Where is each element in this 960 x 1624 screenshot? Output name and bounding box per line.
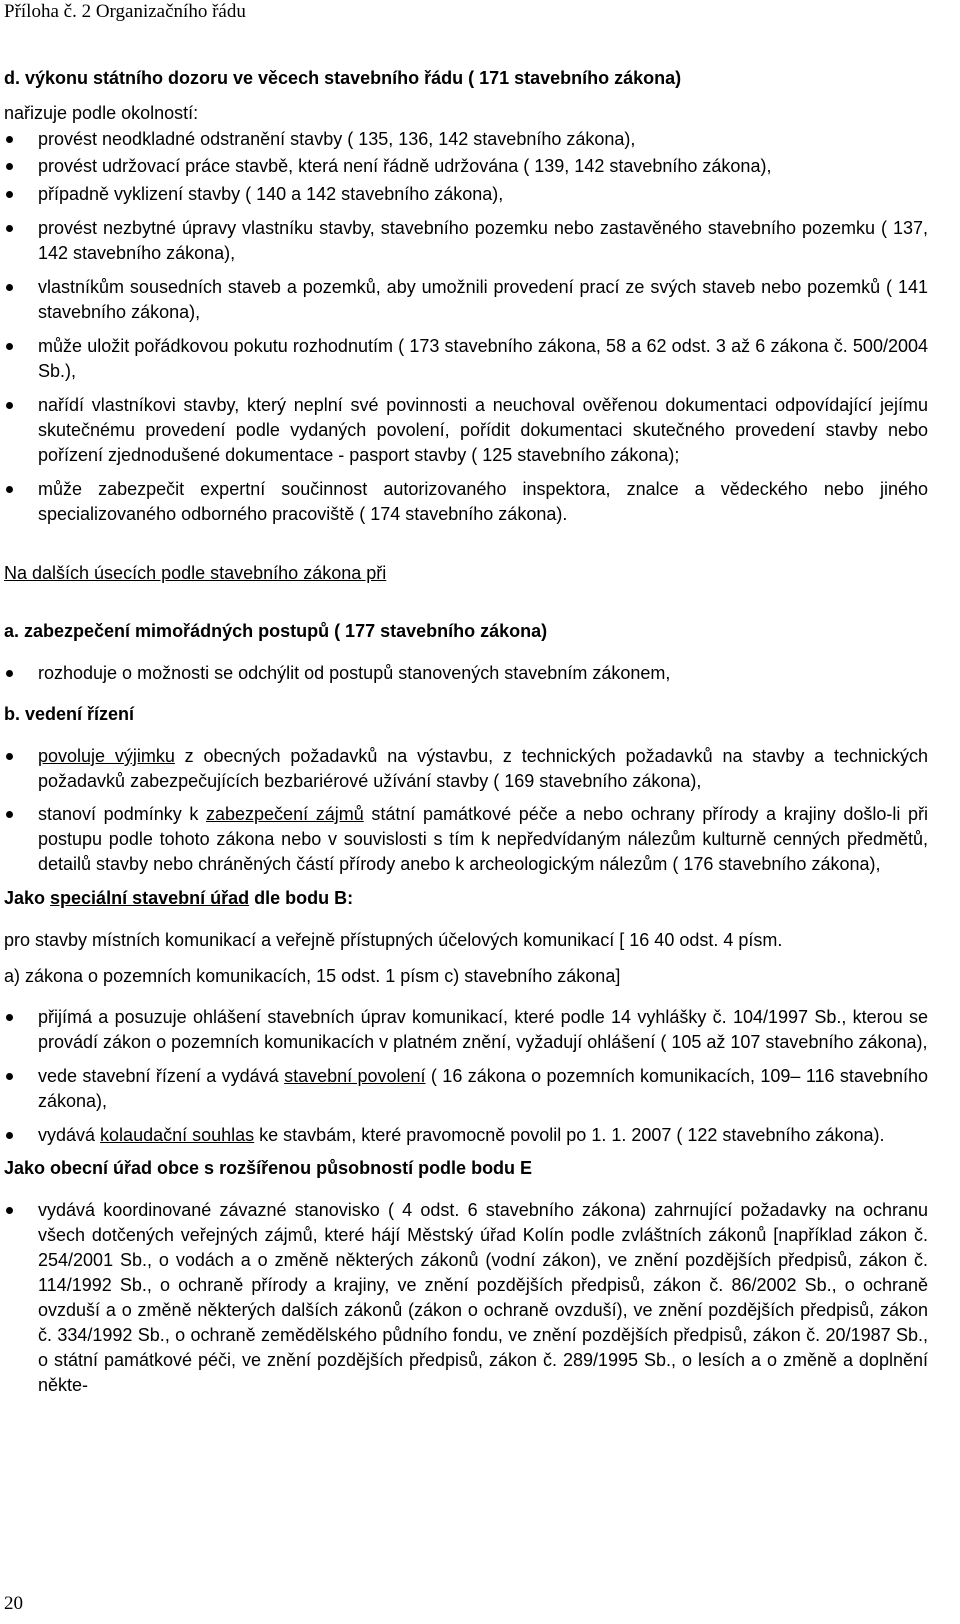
section-d-list: [4, 127, 928, 527]
section-d-intro: nařizuje podle okolností:: [4, 103, 199, 123]
special-office-heading: Jako speciální stavební úřad dle bodu B:: [4, 888, 354, 908]
list-item: povoluje výjimku z obecných požadavků na výstavbu, z technických požadavků na stavby a technických požadavků zabezpečujících bezbariérové užívání stavby ( 169 stavebního zákona),: [38, 746, 929, 791]
list-item: provést udržovací práce stavbě, která není řádně udržována ( 139, 142 stavebního zákona),: [38, 156, 772, 176]
municipal-office-heading: Jako obecní úřad obce s rozšířenou působností podle bodu E: [4, 1158, 533, 1178]
list-item: provést nezbytné úpravy vlastníku stavby, stavebního pozemku nebo zastavěného stavebního pozemku ( 137, 142 stavebního zákona),: [38, 218, 928, 263]
section-b-list: [4, 744, 928, 877]
list-item: vydává kolaudační souhlas ke stavbám, které pravomocně povolil po 1. 1. 2007 ( 122 stavebního zákona).: [38, 1125, 885, 1145]
list-item: rozhoduje o možnosti se odchýlit od postupů stanovených stavebním zákonem,: [38, 663, 671, 683]
section-a-heading: a. zabezpečení mimořádných postupů ( 177 stavebního zákona): [4, 621, 548, 641]
section-b-heading: b. vedení řízení: [4, 704, 135, 724]
section-d-heading: d. výkonu státního dozoru ve věcech stavebního řádu ( 171 stavebního zákona): [4, 68, 682, 88]
page-number: 20: [4, 1593, 23, 1614]
special-office-scope-line1: pro stavby místních komunikací a veřejně přístupných účelových komunikací [ 16 40 odst. 4 písm.: [4, 930, 783, 950]
special-office-scope-line2: a) zákona o pozemních komunikacích, 15 odst. 1 písm c) stavebního zákona]: [4, 966, 621, 986]
list-item: může zabezpečit expertní součinnost autorizovaného inspektora, znalce a vědeckého nebo jiného specializovaného odborného pracoviště ( 174 stavebního zákona).: [38, 479, 928, 524]
municipal-office-list: [4, 1198, 928, 1398]
list-item: vlastníkům sousedních staveb a pozemků, aby umožnili provedení prací ze svých staveb nebo pozemků ( 141 stavebního zákona),: [38, 277, 928, 322]
section-a-list: [4, 661, 928, 686]
list-item: vydává koordinované závazné stanovisko ( 4 odst. 6 stavebního zákona) zahrnující požadavky na ochranu všech dotčených veřejných zájmů, které hájí Městský úřad Kolín podle zvláštních zákonů [například zákon č. 254/2001 Sb., o vodách a o změně některých zákonů (vodní zákon), ve znění pozdějších předpisů, zákon č. 114/1992 Sb., o ochraně přírody a krajiny, ve znění pozdějších předpisů, zákon č. 86/2002 Sb., o ochraně ovzduší a o změně některých dalších zákonů (zákon o ochraně ovzduší), ve znění pozdějších předpisů, zákon č. 334/1992 Sb., o ochraně zemědělského půdního fondu, ve znění pozdějších předpisů, zákon č. 20/1987 Sb., o státní památkové péči, ve znění pozdějších předpisů, zákon č. 289/1995 Sb., o lesích a o změně a doplnění někte-: [38, 1200, 928, 1395]
page-header: Příloha č. 2 Organizačního řádu: [4, 1, 246, 22]
special-office-list: [4, 1005, 928, 1148]
document-body: [4, 66, 928, 1398]
list-item: stanoví podmínky k zabezpečení zájmů státní památkové péče a nebo ochrany přírody a krajiny došlo-li při postupu podle tohoto zákona nebo v souvislosti s tím k nepředvídaným nálezům kulturně cenných předmětů, detailů stavby nebo chráněných částí přírody anebo k archeologickým nálezům ( 176 stavebního zákona),: [38, 804, 929, 874]
list-item: vede stavební řízení a vydává stavební povolení ( 16 zákona o pozemních komunikacích, 109– 116 stavebního zákona),: [38, 1066, 928, 1111]
list-item: může uložit pořádkovou pokutu rozhodnutím ( 173 stavebního zákona, 58 a 62 odst. 3 až 6 zákona č. 500/2004 Sb.),: [38, 336, 928, 381]
other-sections-heading: Na dalších úsecích podle stavebního zákona při: [4, 563, 387, 583]
list-item: přijímá a posuzuje ohlášení stavebních úprav komunikací, které podle 14 vyhlášky č. 104/1997 Sb., kterou se provádí zákon o pozemních komunikacích v platném znění, vyžadují ohlášení ( 105 až 107 stavebního zákona),: [38, 1007, 928, 1052]
list-item: provést neodkladné odstranění stavby ( 135, 136, 142 stavebního zákona),: [38, 129, 636, 149]
list-item: nařídí vlastníkovi stavby, který neplní své povinnosti a neuchoval ověřenou dokumentaci odpovídající jejímu skutečnému provedení podle vydaných povolení, pořídit dokumentaci skutečného provedení stavby nebo pořízení zjednodušené dokumentace - pasport stavby ( 125 stavebního zákona);: [38, 395, 928, 465]
list-item: případně vyklizení stavby ( 140 a 142 stavebního zákona),: [38, 184, 504, 204]
